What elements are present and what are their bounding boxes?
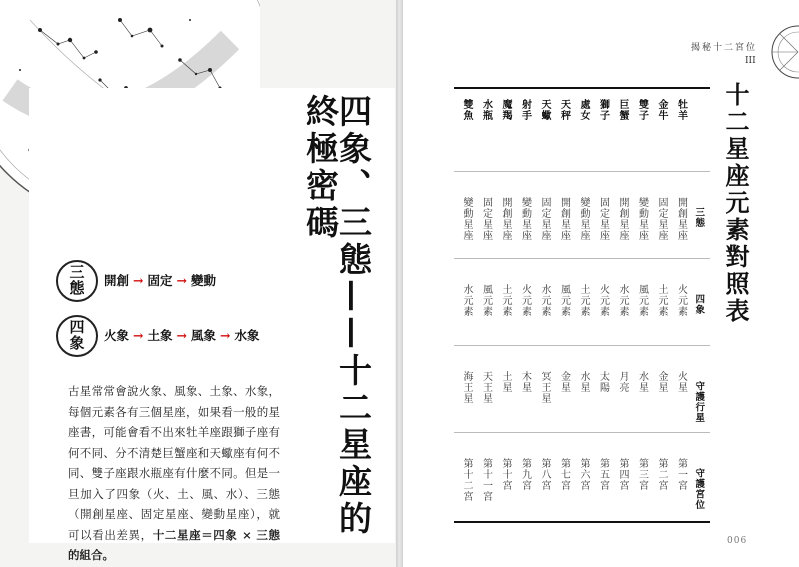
flow-elements-item: 土象 (147, 328, 173, 343)
table-cell-sign (612, 99, 633, 121)
table-cell-text: 天王星 (480, 371, 492, 404)
table-cell-text: 開創星座 (675, 197, 687, 241)
table-cell-house (475, 458, 496, 502)
table-cell-text: 水元素 (461, 284, 472, 317)
table-cell-mode (670, 197, 691, 241)
table-row-divider (454, 345, 710, 346)
flow-elements-item: 火象 (104, 328, 130, 343)
table-cell-element (592, 284, 613, 317)
table-cell-text: 火元素 (597, 284, 609, 317)
table-cell-text: 水星 (636, 371, 648, 393)
table-cell-mode (612, 197, 633, 241)
table-header-mode: 三態 (693, 207, 705, 228)
table-cell-sign (651, 99, 672, 121)
table-cell-element (456, 284, 477, 317)
table-cell-text: 土元素 (578, 284, 589, 317)
table-cell-text: 獅子 (597, 99, 609, 121)
table-cell-text: 月亮 (617, 371, 628, 393)
table-row-divider (454, 171, 710, 172)
table-cell-text: 第二宮 (656, 458, 667, 491)
table-cell-element (651, 284, 672, 317)
table-cell-text: 水瓶 (480, 99, 492, 121)
compass-dial-icon (768, 22, 799, 82)
page-title: 四象、三態——十二星座的終極密碼 (301, 94, 373, 538)
table-header-house: 守護宮位 (693, 468, 705, 510)
elements-badge (56, 315, 98, 357)
book-gutter (396, 0, 403, 567)
table-cell-text: 火元素 (519, 284, 531, 317)
elements-flow (104, 326, 260, 344)
table-cell-mode (553, 197, 574, 241)
table-cell-text: 變動星座 (578, 197, 589, 241)
table-cell-text: 冥王星 (539, 371, 550, 404)
table-cell-mode (514, 197, 535, 241)
table-cell-text: 金星 (656, 371, 667, 393)
table-cell-house (670, 458, 691, 491)
table-cell-sign (573, 99, 594, 121)
table-cell-text: 雙子 (636, 99, 648, 121)
table-cell-text: 木星 (519, 371, 531, 393)
modes-badge-char-1: 三 (69, 263, 85, 282)
table-title: 十二星座元素對照表 (721, 82, 750, 325)
table-cell-element (573, 284, 594, 317)
table-header-planet: 守護行星 (693, 381, 705, 423)
running-head: 揭秘十二宮位 (690, 43, 757, 53)
table-cell-mode (495, 197, 516, 241)
table-cell-text: 處女 (578, 99, 589, 121)
table-cell-text: 第五宮 (597, 458, 609, 491)
table-cell-text: 火星 (675, 371, 687, 393)
table-cell-mode (534, 197, 555, 241)
table-cell-text: 固定星座 (480, 197, 492, 241)
table-cell-text: 第十宮 (500, 458, 511, 491)
table-cell-text: 射手 (519, 99, 531, 121)
table-cell-planet (592, 371, 613, 393)
elements-badge-char-1: 四 (69, 318, 85, 337)
body-paragraph-text: 古星常常會說火象、風象、土象、水象，每個元素各有三個星座，如果看一般的星座書，可能會看不出來牡羊座跟獅子座有何不同、分不清楚巨蟹座和天蠍座有何不同、雙子座跟水瓶座有什麼不同。但是一旦加入了四象（火、土、風、水）、三態（開創星座、固定星座、變動星座），就可以看出差異， (68, 384, 280, 542)
table-cell-house (612, 458, 633, 491)
table-cell-sign (592, 99, 613, 121)
table-cell-text: 第九宮 (519, 458, 531, 491)
table-cell-planet (495, 371, 516, 393)
table-cell-element (670, 284, 691, 317)
modes-flow (104, 271, 216, 289)
table-cell-element (612, 284, 633, 317)
table-cell-planet (651, 371, 672, 393)
table-cell-text: 固定星座 (597, 197, 609, 241)
table-cell-text: 開創星座 (500, 197, 511, 241)
arrow-icon: → (220, 328, 231, 343)
table-cell-element (495, 284, 516, 317)
table-cell-text: 第一宮 (675, 458, 687, 491)
flow-modes-item: 開創 (104, 273, 130, 288)
body-paragraph-highlight: 十二星座＝四象 × 三態的組合。 (68, 527, 280, 562)
page-number: 006 (727, 536, 748, 546)
table-cell-sign (475, 99, 496, 121)
table-cell-element (553, 284, 574, 317)
table-cell-sign (456, 99, 477, 121)
table-cell-element (475, 284, 496, 317)
table-cell-text: 土星 (500, 371, 511, 393)
table-row-divider (454, 258, 710, 259)
table-cell-text: 固定星座 (539, 197, 550, 241)
arrow-icon: → (176, 328, 187, 343)
table-cell-text: 變動星座 (519, 197, 531, 241)
table-cell-planet (553, 371, 574, 393)
arrow-icon: → (176, 273, 187, 288)
table-cell-text: 第十二宮 (461, 458, 472, 502)
table-cell-text: 第十一宮 (480, 458, 492, 502)
table-cell-text: 牡羊 (675, 99, 687, 121)
table-cell-text: 海王星 (461, 371, 472, 404)
table-cell-element (534, 284, 555, 317)
table-cell-mode (573, 197, 594, 241)
zodiac-table (454, 87, 710, 523)
table-cell-text: 第八宮 (539, 458, 550, 491)
table-cell-planet (670, 371, 691, 393)
body-paragraph (68, 381, 280, 566)
table-cell-house (495, 458, 516, 491)
modes-badge-char-2: 態 (69, 279, 85, 297)
table-cell-house (573, 458, 594, 491)
flow-modes-item: 變動 (191, 273, 217, 288)
table-cell-house (631, 458, 652, 491)
table-cell-mode (475, 197, 496, 241)
table-cell-text: 巨蟹 (617, 99, 628, 121)
table-cell-planet (573, 371, 594, 393)
table-cell-mode (631, 197, 652, 241)
table-cell-house (534, 458, 555, 491)
table-header-element: 四象 (693, 294, 705, 315)
table-cell-text: 水元素 (617, 284, 628, 317)
table-cell-text: 天蠍 (539, 99, 550, 121)
table-cell-sign (495, 99, 516, 121)
table-cell-house (514, 458, 535, 491)
table-cell-text: 風元素 (558, 284, 570, 317)
table-cell-text: 第三宮 (636, 458, 648, 491)
table-cell-text: 土元素 (500, 284, 511, 317)
table-cell-text: 金星 (558, 371, 570, 393)
table-cell-text: 第四宮 (617, 458, 628, 491)
table-cell-text: 水元素 (539, 284, 550, 317)
modes-badge (56, 260, 98, 302)
table-cell-text: 變動星座 (461, 197, 472, 241)
table-cell-house (456, 458, 477, 502)
table-cell-house (592, 458, 613, 491)
table-cell-text: 太陽 (597, 371, 609, 393)
table-cell-text: 金牛 (656, 99, 667, 121)
table-cell-planet (534, 371, 555, 404)
table-cell-text: 風元素 (480, 284, 492, 317)
table-cell-element (514, 284, 535, 317)
table-cell-house (651, 458, 672, 491)
table-cell-text: 水星 (578, 371, 589, 393)
table-row-divider (454, 432, 710, 433)
table-cell-text: 火元素 (675, 284, 687, 317)
table-cell-text: 魔羯 (500, 99, 511, 121)
table-cell-sign (553, 99, 574, 121)
table-cell-element (631, 284, 652, 317)
elements-badge-char-2: 象 (69, 334, 85, 352)
table-cell-text: 天秤 (558, 99, 570, 121)
arrow-icon: → (133, 273, 144, 288)
table-cell-planet (631, 371, 652, 393)
left-page (0, 0, 396, 567)
table-cell-sign (534, 99, 555, 121)
table-cell-house (553, 458, 574, 491)
running-mark: III (745, 56, 756, 66)
table-cell-text: 開創星座 (617, 197, 628, 241)
flow-modes-item: 固定 (147, 273, 173, 288)
table-cell-planet (612, 371, 633, 393)
table-cell-sign (514, 99, 535, 121)
table-cell-sign (631, 99, 652, 121)
table-cell-text: 土元素 (656, 284, 667, 317)
table-cell-text: 第六宮 (578, 458, 589, 491)
table-cell-mode (456, 197, 477, 241)
table-cell-planet (456, 371, 477, 404)
table-cell-text: 變動星座 (636, 197, 648, 241)
table-cell-mode (592, 197, 613, 241)
table-cell-sign (670, 99, 691, 121)
flow-elements-item: 風象 (191, 328, 217, 343)
table-cell-mode (651, 197, 672, 241)
table-cell-planet (514, 371, 535, 393)
table-cell-text: 風元素 (636, 284, 648, 317)
table-cell-text: 固定星座 (656, 197, 667, 241)
table-cell-text: 雙魚 (461, 99, 472, 121)
table-cell-planet (475, 371, 496, 404)
table-cell-text: 第七宮 (558, 458, 570, 491)
arrow-icon: → (133, 328, 144, 343)
table-cell-text: 開創星座 (558, 197, 570, 241)
flow-elements-item: 水象 (234, 328, 260, 343)
